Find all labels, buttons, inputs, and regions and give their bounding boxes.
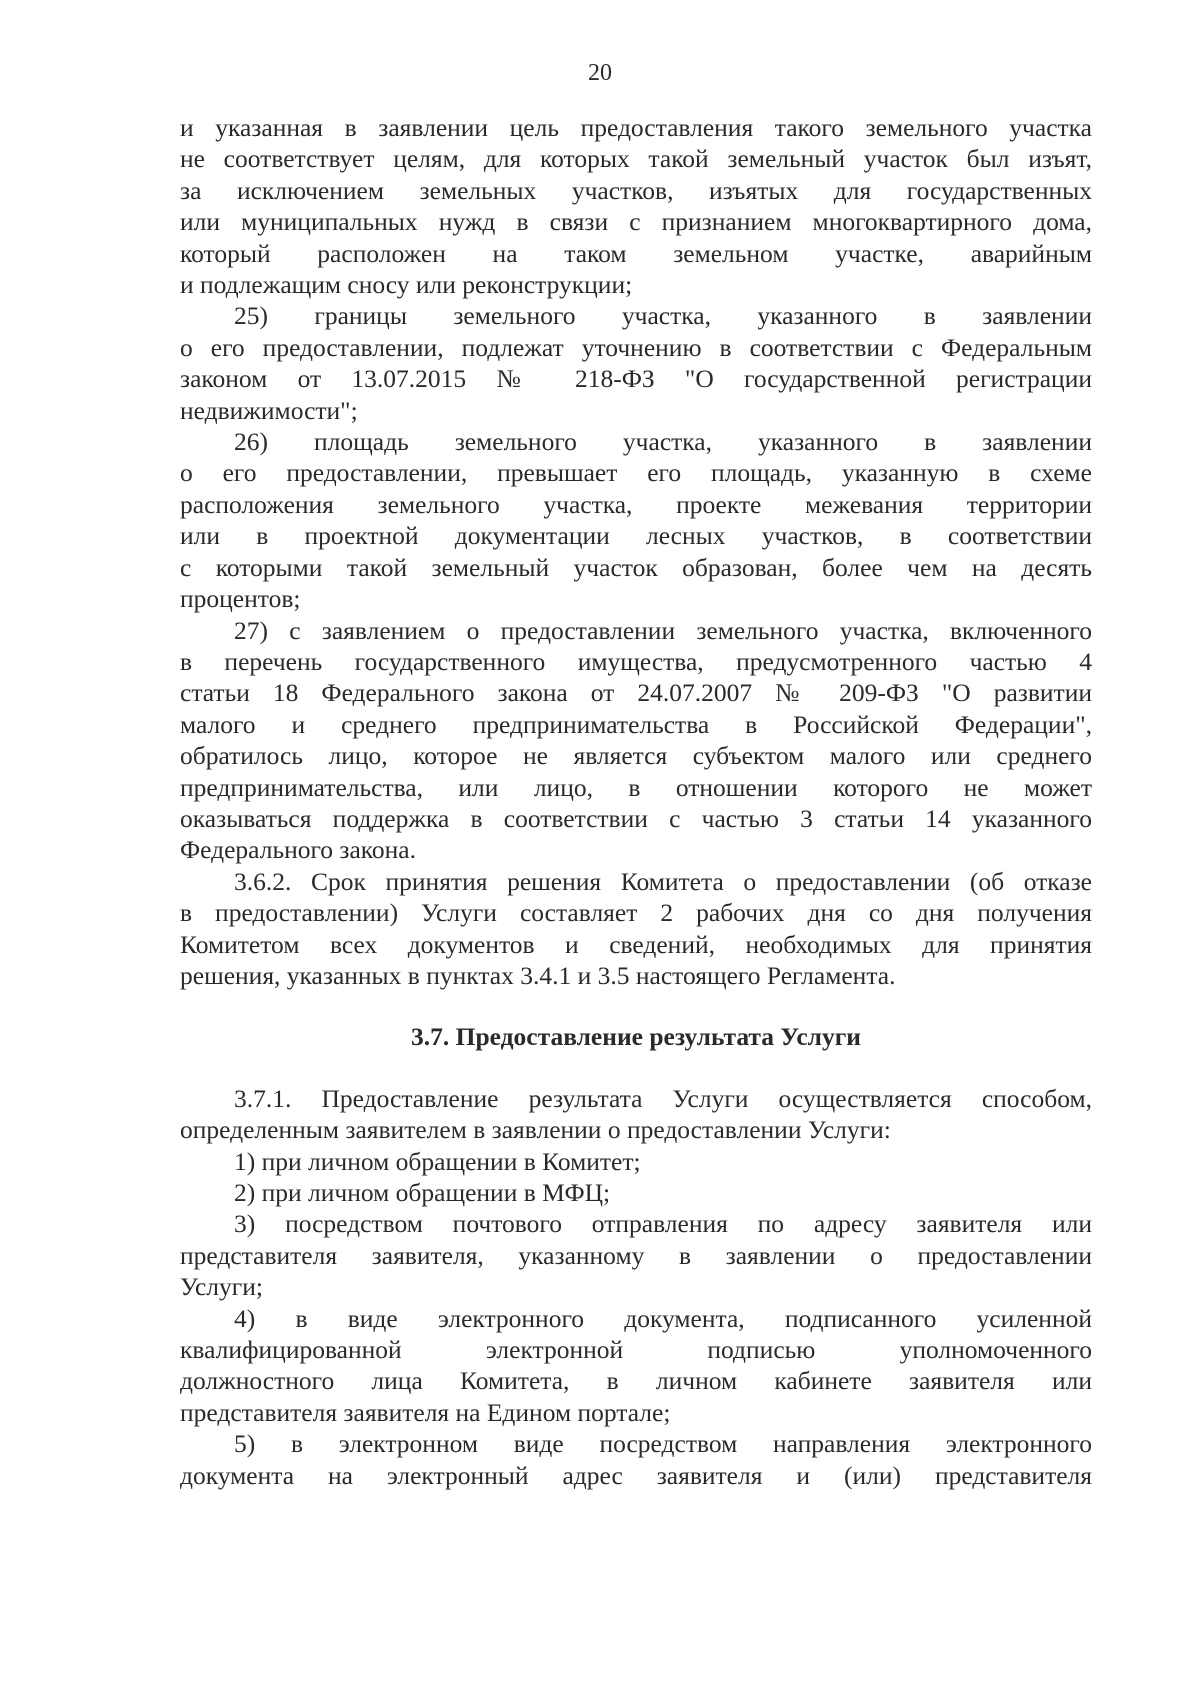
text-line: 3.6.2. Срок принятия решения Комитета о предоставлении (об отказе <box>234 866 1092 896</box>
text-line: и указанная в заявлении цель предоставления такого земельного участка <box>180 113 1092 142</box>
paragraph-item-27 <box>180 615 1092 866</box>
text-line: 5) в электронном виде посредством направления электронного <box>234 1429 1092 1459</box>
text-line: недвижимости"; <box>180 395 358 425</box>
list-option-2 <box>180 1177 1092 1208</box>
text-line: или муниципальных нужд в связи с признанием многоквартирного дома, <box>180 207 1092 237</box>
text-line: 4) в виде электронного документа, подписанного усиленной <box>234 1303 1092 1333</box>
text-line: 27) с заявлением о предоставлении земельного участка, включенного <box>234 615 1092 645</box>
text-line: представителя заявителя, указанному в заявлении о предоставлении <box>180 1240 1092 1270</box>
text-line: о его предоставлении, подлежат уточнению в соответствии с Федеральным <box>180 332 1092 362</box>
text-line: документа на электронный адрес заявителя и (или) представителя <box>180 1460 1092 1490</box>
page-number: 20 <box>588 60 612 86</box>
list-option-5 <box>180 1428 1092 1491</box>
paragraph-item-25 <box>180 300 1092 426</box>
text-line: не соответствует целям, для которых такой земельный участок был изъят, <box>180 144 1092 174</box>
text-line: Федерального закона. <box>180 835 416 865</box>
list-option-1 <box>180 1146 1092 1177</box>
text-line: с которыми такой земельный участок образован, более чем на десять <box>180 552 1092 582</box>
text-line: 3.7.1. Предоставление результата Услуги осуществляется способом, <box>234 1083 1092 1113</box>
text-line: предпринимательства, или лицо, в отношении которого не может <box>180 772 1092 802</box>
text-line: обратилось лицо, которое не является субъектом малого или среднего <box>180 741 1092 771</box>
text-line: 3) посредством почтового отправления по адресу заявителя или <box>234 1209 1092 1239</box>
text-line: 25) границы земельного участка, указанного в заявлении <box>234 301 1092 331</box>
text-line: который расположен на таком земельном участке, аварийным <box>180 238 1092 268</box>
text-line: законом от 13.07.2015 № 218-ФЗ "О государственной регистрации <box>180 364 1092 394</box>
text-line: или в проектной документации лесных участков, в соответствии <box>180 521 1092 551</box>
text-line: 26) площадь земельного участка, указанного в заявлении <box>234 427 1092 457</box>
text-line: Комитетом всех документов и сведений, необходимых для принятия <box>180 929 1092 959</box>
text-line: расположения земельного участка, проекте межевания территории <box>180 489 1092 519</box>
paragraph-3-7-1 <box>180 1083 1092 1146</box>
text-line: о его предоставлении, превышает его площадь, указанную в схеме <box>180 458 1092 488</box>
text-line: малого и среднего предпринимательства в Российской Федерации", <box>180 709 1092 739</box>
text-line: и подлежащим сносу или реконструкции; <box>180 270 633 300</box>
paragraph-item-26 <box>180 426 1092 614</box>
text-line: квалифицированной электронной подписью уполномоченного <box>180 1335 1092 1365</box>
text-line: должностного лица Комитета, в личном кабинете заявителя или <box>180 1366 1092 1396</box>
text-line: в перечень государственного имущества, предусмотренного частью 4 <box>180 646 1092 676</box>
document-body <box>180 112 1092 1491</box>
text-line: оказываться поддержка в соответствии с частью 3 статьи 14 указанного <box>180 803 1092 833</box>
text-line: решения, указанных в пунктах 3.4.1 и 3.5 настоящего Регламента. <box>180 960 896 990</box>
paragraph-3-6-2 <box>180 866 1092 992</box>
section-heading-3-7: 3.7. Предоставление результата Услуги <box>411 1022 861 1052</box>
list-option-4 <box>180 1303 1092 1429</box>
text-line: 1) при личном обращении в Комитет; <box>234 1146 641 1176</box>
text-line: статьи 18 Федерального закона от 24.07.2007 № 209-ФЗ "О развитии <box>180 678 1092 708</box>
text-line: 2) при личном обращении в МФЦ; <box>234 1178 611 1207</box>
text-line: определенным заявителем в заявлении о предоставлении Услуги: <box>180 1115 891 1145</box>
text-line: представителя заявителя на Едином портале; <box>180 1397 671 1427</box>
text-line: в предоставлении) Услуги составляет 2 рабочих дня со дня получения <box>180 898 1092 928</box>
text-line: Услуги; <box>180 1272 263 1302</box>
list-option-3 <box>180 1208 1092 1302</box>
paragraph-intro <box>180 112 1092 300</box>
text-line: за исключением земельных участков, изъятых для государственных <box>180 175 1092 205</box>
text-line: процентов; <box>180 584 301 614</box>
